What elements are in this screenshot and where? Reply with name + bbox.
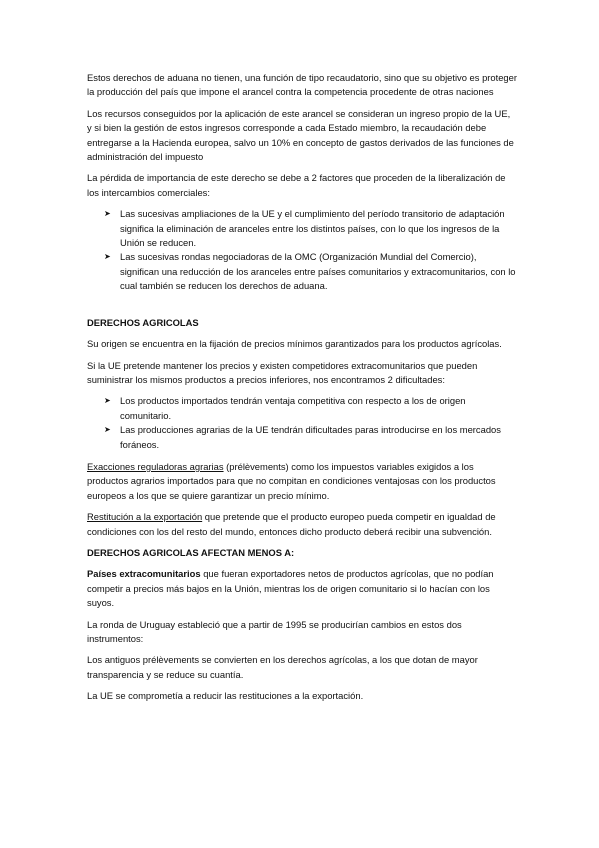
agricolas-paragraph-2: Si la UE pretende mantener los precios y existen competidores extracomunitarios que pueden suministrar los mismos productos a precios inferiores, nos encontramos 2 dificultades: (87, 359, 478, 385)
intro-paragraph-2: Los recursos conseguidos por la aplicación de este arancel se consideran un ingreso propio de la UE, y si bien la gestión de estos ingresos corresponde a cada Estado miembro, la recaudación debe entregarse a la Hacienda europea, salvo un 10% en concepto de gastos derivados de las funciones de administración del impuesto (87, 107, 514, 163)
list-item-text: Los productos importados tendrán ventaja competitiva con respecto a los de origen comunitario. (120, 395, 466, 421)
paises-paragraph (87, 567, 517, 610)
section-heading-afectan-menos: DERECHOS AGRICOLAS AFECTAN MENOS A: (87, 546, 295, 558)
exacciones-paragraph (87, 460, 517, 503)
agricolas-bullet-list (87, 394, 517, 452)
list-item (87, 250, 517, 293)
list-item (87, 207, 517, 250)
document-page (87, 71, 517, 711)
paises-term: Países extracomunitarios (87, 568, 201, 580)
afectan-paragraph-2: La ronda de Uruguay estableció que a partir de 1995 se producirían cambios en estos dos instrumentos: (87, 618, 462, 644)
list-item-text: Las sucesivas ampliaciones de la UE y el cumplimiento del período transitorio de adaptación significa la eliminación de aranceles entre los distintos países, con lo que los ingresos de la Unión se reducen. (120, 208, 505, 249)
afectan-paragraph-4: La UE se comprometía a reducir las restituciones a la exportación. (87, 690, 364, 702)
restitucion-paragraph (87, 510, 517, 539)
agricolas-paragraph-1: Su origen se encuentra en la fijación de precios mínimos garantizados para los productos agrícolas. (87, 338, 502, 350)
paises-text: que fueran exportadores netos de productos agrícolas, que no podían competir a precios más bajos en la Unión, mientras los de origen comunitario si lo hacían con los suyos. (87, 568, 494, 609)
arrowhead-bullet-icon: ➤ (104, 209, 111, 219)
list-item (87, 394, 517, 423)
afectan-paragraph-3: Los antiguos prélèvements se convierten en los derechos agrícolas, a los que dotan de mayor transparencia y se reduce su cuantía. (87, 654, 478, 680)
arrowhead-bullet-icon: ➤ (104, 425, 111, 435)
arrowhead-bullet-icon: ➤ (104, 396, 111, 406)
intro-paragraph-1: Estos derechos de aduana no tienen, una función de tipo recaudatorio, sino que su objetivo es proteger la producción del país que impone el arancel contra la competencia procedente de otras naciones (87, 72, 517, 98)
list-item (87, 423, 517, 452)
exacciones-term: Exacciones reguladoras agrarias (87, 460, 224, 472)
exacciones-text: (prélèvements) como los impuestos variables exigidos a los productos agrarios importados para que no compitan en condiciones ventajosas con los productos europeos a los que se quiere garantizar un precio mínimo. (87, 460, 496, 501)
intro-bullet-list (87, 207, 517, 293)
list-item-text: Las sucesivas rondas negociadoras de la OMC (Organización Mundial del Comercio), significan una reducción de los aranceles entre países comunitarios y extracomunitarios, con lo cual también se reducen los derechos de aduana. (120, 251, 516, 292)
list-item-text: Las producciones agrarias de la UE tendrán dificultades paras introducirse en los mercados foráneos. (120, 424, 501, 450)
section-heading-derechos-agricolas: DERECHOS AGRICOLAS (87, 316, 199, 328)
restitucion-text: que pretende que el producto europeo pueda competir en igualdad de condiciones con los del resto del mundo, entonces dicho producto deberá recibir una subvención. (87, 511, 496, 537)
arrowhead-bullet-icon: ➤ (104, 252, 111, 262)
restitucion-term: Restitución a la exportación (87, 511, 203, 523)
intro-paragraph-3: La pérdida de importancia de este derecho se debe a 2 factores que proceden de la liberalización de los intercambios comerciales: (87, 172, 506, 198)
